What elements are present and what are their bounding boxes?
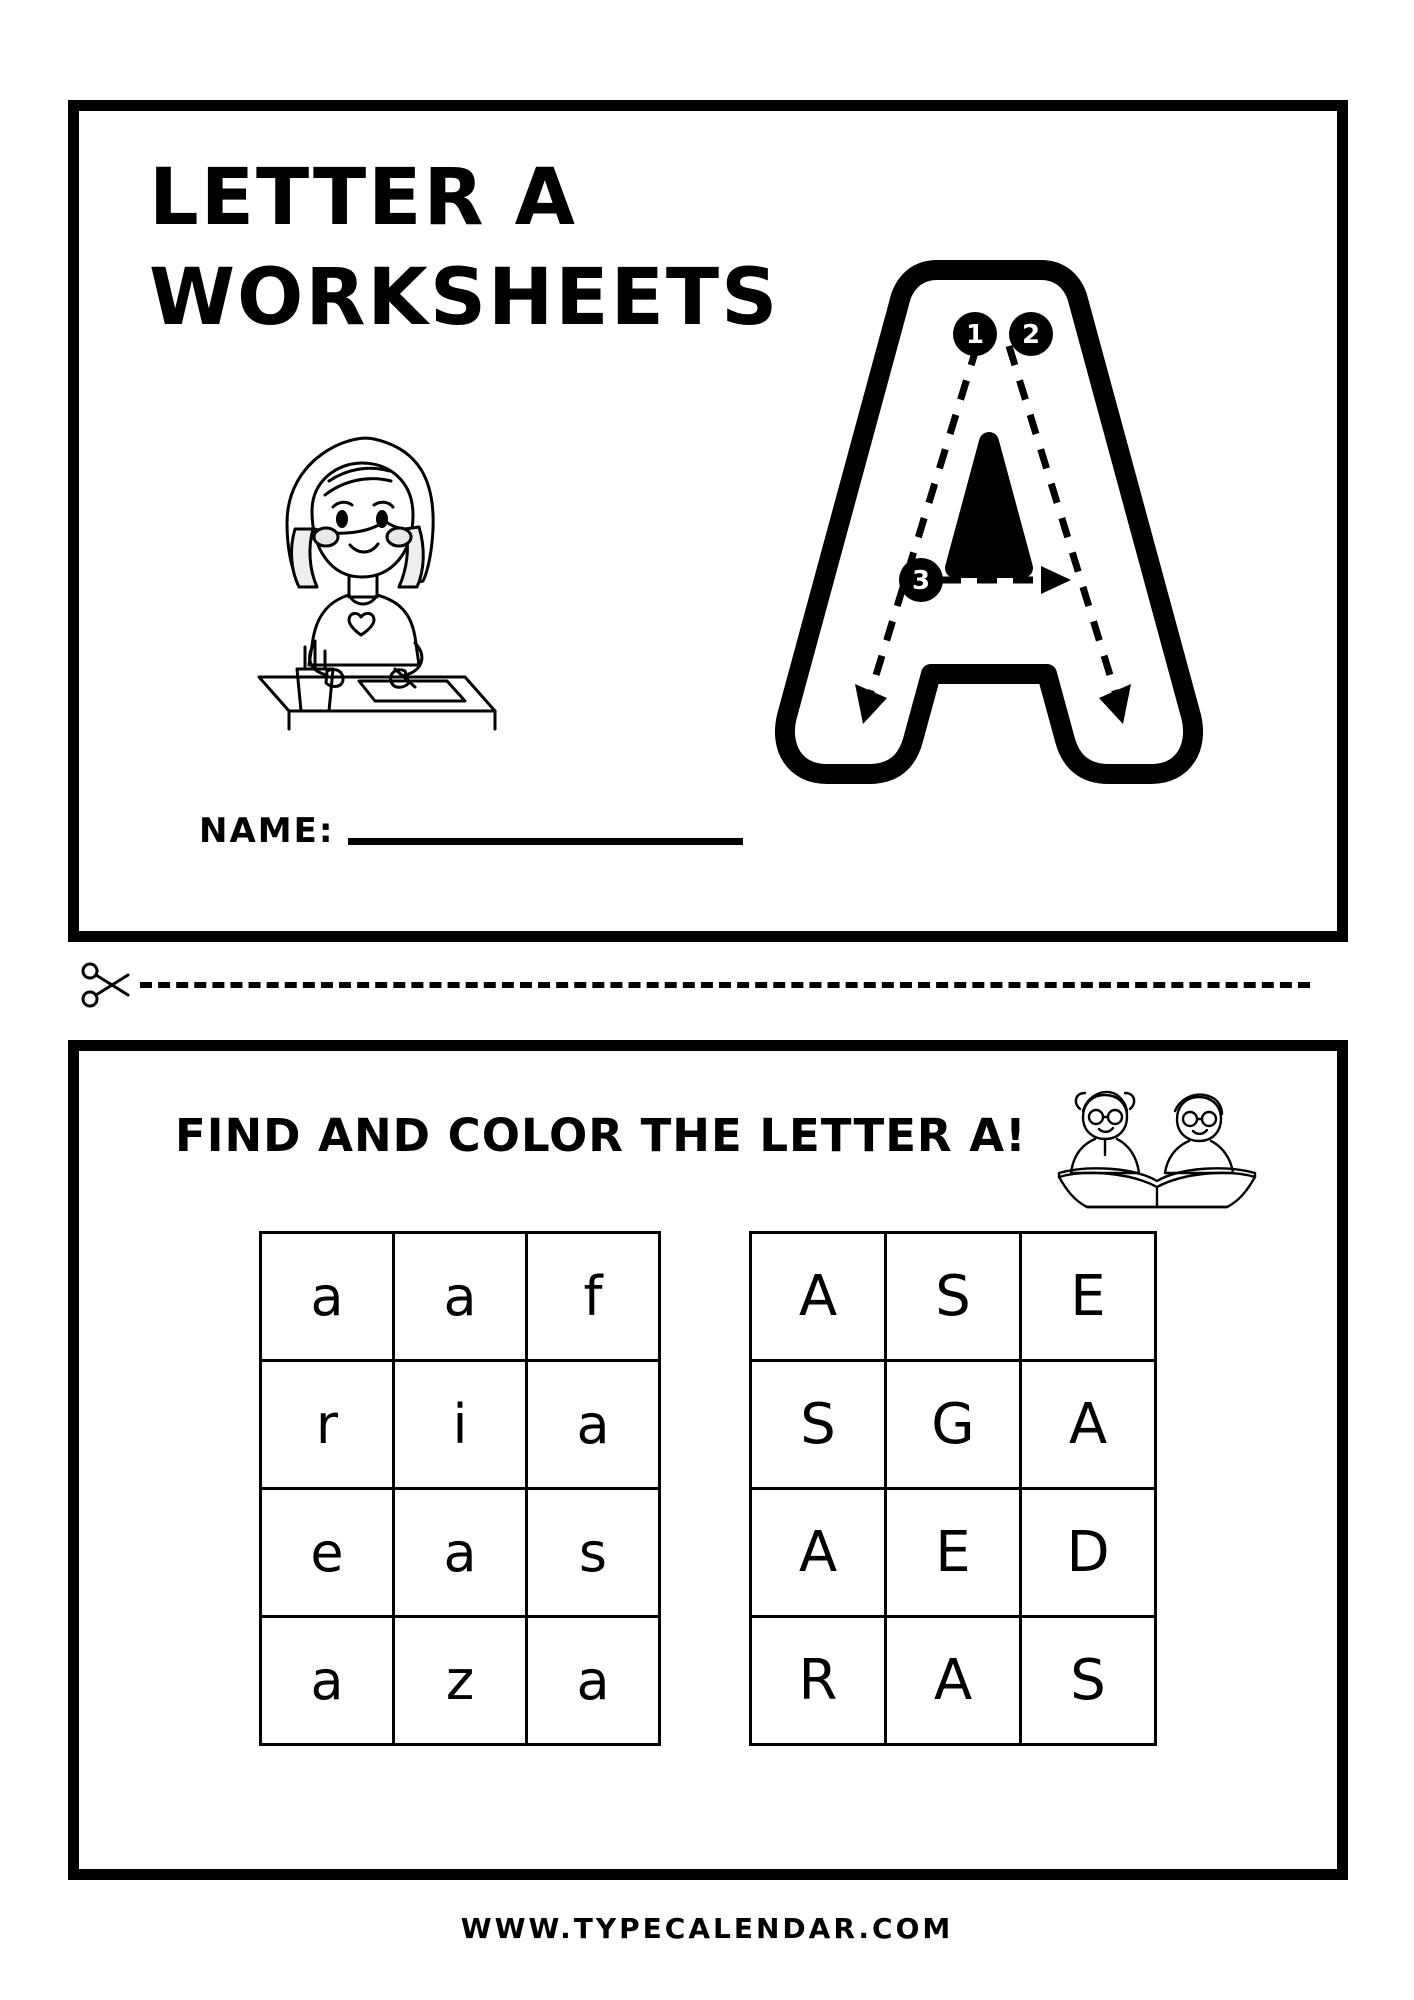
grid-cell[interactable]: a	[261, 1233, 394, 1361]
name-input-line[interactable]	[348, 838, 743, 845]
footer-url: WWW.TYPECALENDAR.COM	[460, 1912, 954, 1945]
grid-cell[interactable]: a	[394, 1489, 527, 1617]
cut-line	[80, 960, 1320, 1010]
table-row	[261, 1361, 660, 1489]
grid-cell[interactable]: S	[751, 1361, 886, 1489]
grid-cell[interactable]: A	[886, 1617, 1021, 1745]
kids-reading-illustration	[1047, 1081, 1292, 1216]
activity-title: FIND AND COLOR THE LETTER A!	[175, 1109, 1027, 1162]
table-row	[261, 1489, 660, 1617]
title-line-2: WORKSHEETS	[149, 252, 780, 343]
girl-writing-illustration	[209, 411, 509, 731]
table-row	[751, 1233, 1156, 1361]
grid-cell[interactable]: r	[261, 1361, 394, 1489]
grid-cell[interactable]: i	[394, 1361, 527, 1489]
grid-cell[interactable]: A	[751, 1233, 886, 1361]
grid-cell[interactable]: S	[1021, 1617, 1156, 1745]
table-row	[751, 1489, 1156, 1617]
grid-cell[interactable]: E	[1021, 1233, 1156, 1361]
cut-dashed-line	[140, 982, 1310, 988]
grid-cell[interactable]: z	[394, 1617, 527, 1745]
grid-cell[interactable]: a	[527, 1617, 660, 1745]
grid-cell[interactable]: S	[886, 1233, 1021, 1361]
trace-step-1-label: 1	[965, 320, 985, 350]
grid-cell[interactable]: A	[1021, 1361, 1156, 1489]
uppercase-letter-grid	[749, 1231, 1157, 1746]
table-row	[261, 1233, 660, 1361]
scissors-icon	[80, 962, 132, 1008]
name-field-row	[199, 811, 743, 851]
grid-cell[interactable]: D	[1021, 1489, 1156, 1617]
table-row	[751, 1617, 1156, 1745]
activity-card	[68, 1040, 1348, 1880]
title-line-1: LETTER A	[149, 153, 578, 243]
lowercase-letter-grid	[259, 1231, 661, 1746]
table-row	[261, 1617, 660, 1745]
cover-card	[68, 100, 1348, 942]
name-label: NAME:	[199, 811, 335, 851]
grid-cell[interactable]: a	[261, 1617, 394, 1745]
grid-cell[interactable]: A	[751, 1489, 886, 1617]
grid-cell[interactable]: E	[886, 1489, 1021, 1617]
trace-letter-a-graphic	[769, 246, 1209, 806]
grid-cell[interactable]: R	[751, 1617, 886, 1745]
grid-cell[interactable]: a	[394, 1233, 527, 1361]
grid-cell[interactable]: a	[527, 1361, 660, 1489]
table-row	[751, 1361, 1156, 1489]
grid-cell[interactable]: G	[886, 1361, 1021, 1489]
letter-grids	[79, 1231, 1337, 1746]
trace-step-2-label: 2	[1021, 320, 1041, 350]
trace-step-3-label: 3	[911, 566, 931, 596]
grid-cell[interactable]: s	[527, 1489, 660, 1617]
grid-cell[interactable]: f	[527, 1233, 660, 1361]
grid-cell[interactable]: e	[261, 1489, 394, 1617]
